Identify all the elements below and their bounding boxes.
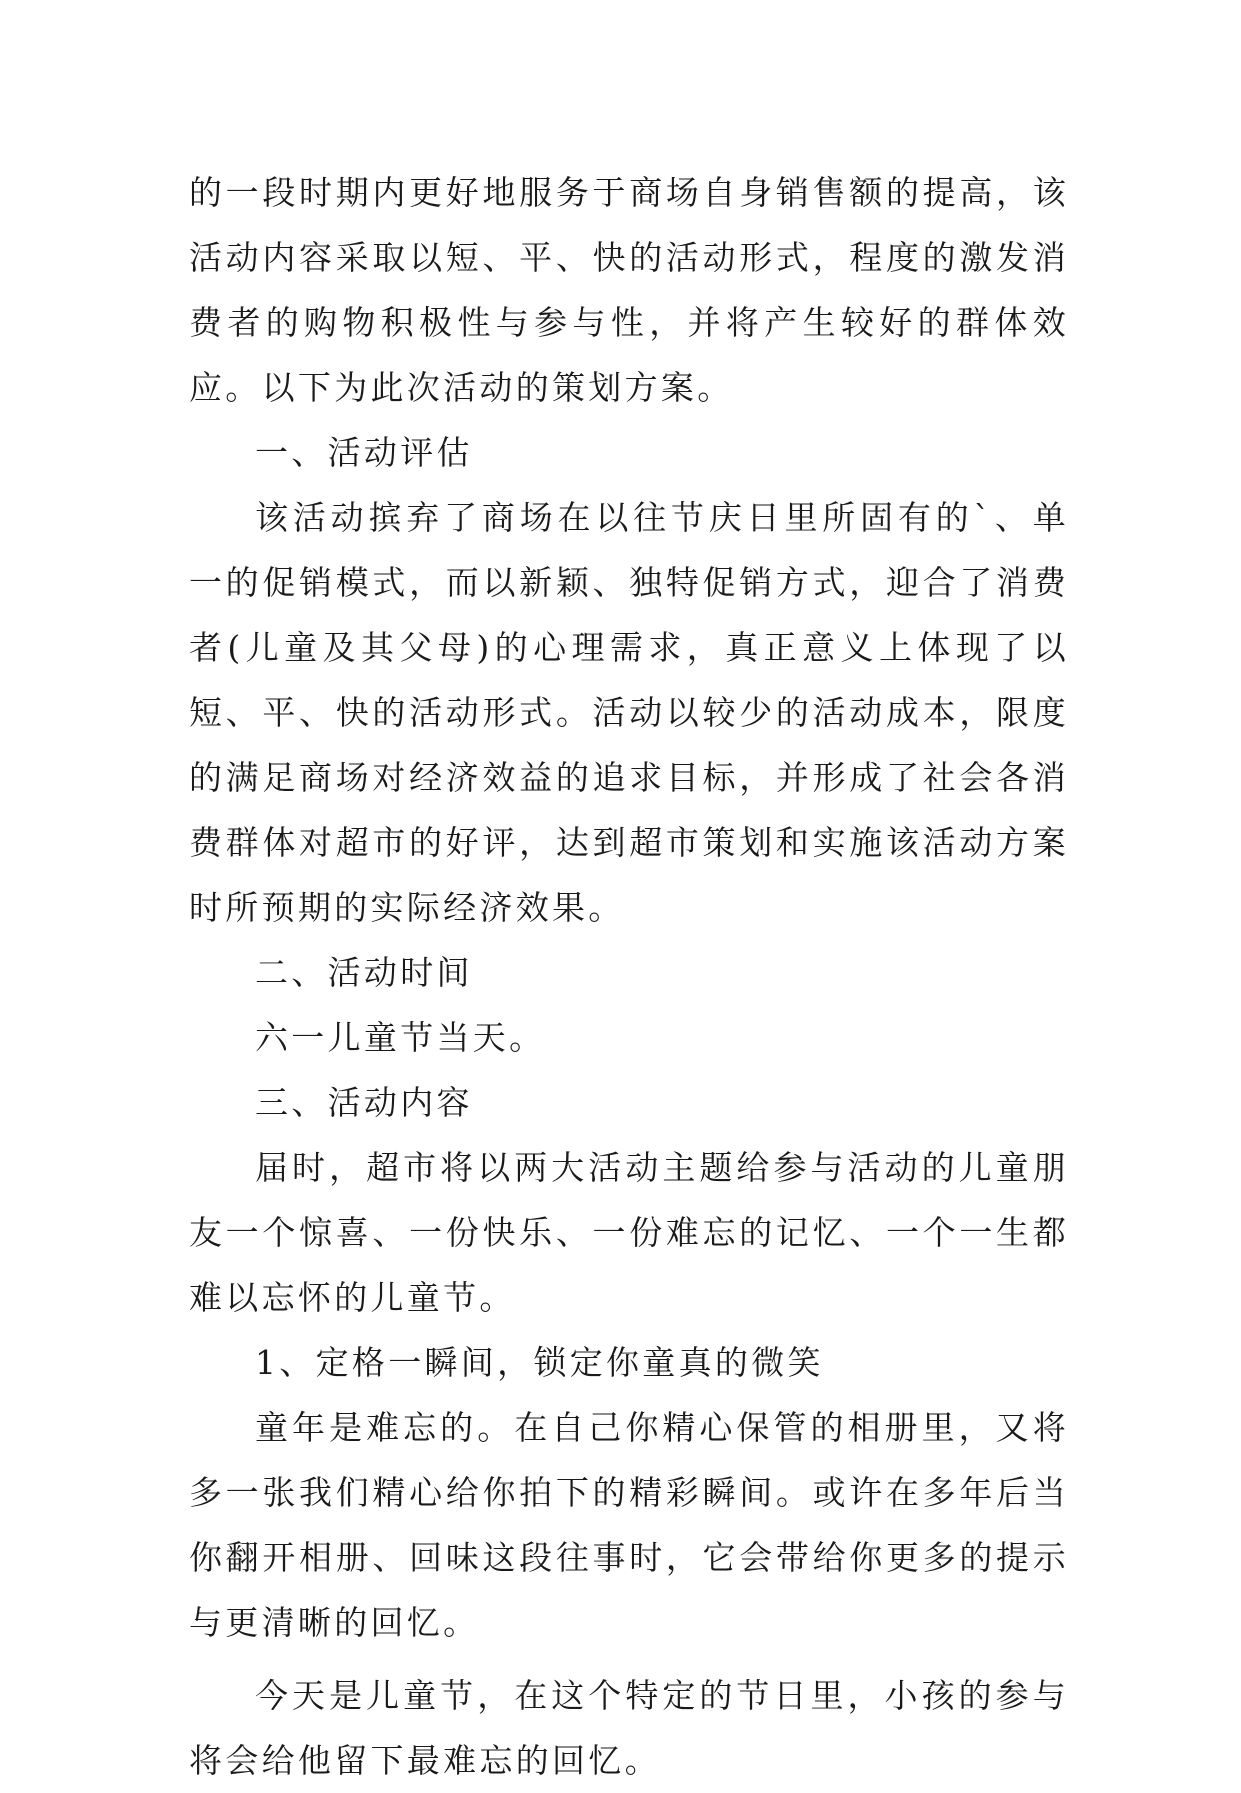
document-body bbox=[189, 160, 1069, 1793]
subsection-heading: 1、定格一瞬间，锁定你童真的微笑 bbox=[255, 1343, 824, 1382]
paragraph: 童年是难忘的。在自己你精心保管的相册里，又将多一张我们精心给你拍下的精彩瞬间。或许在多年后当你翻开相册、回味这段往事时，它会带给你更多的提示与更清晰的回忆。 bbox=[189, 1408, 1069, 1642]
paragraph: 该活动摈弃了商场在以往节庆日里所固有的`、单一的促销模式，而以新颖、独特促销方式，迎合了消费者(儿童及其父母)的心理需求，真正意义上体现了以短、平、快的活动形式。活动以较少的活动成本，限度的满足商场对经济效益的追求目标，并形成了社会各消费群体对超市的好评，达到超市策划和实施该活动方案时所预期的实际经济效果。 bbox=[189, 498, 1069, 927]
paragraph: 六一儿童节当天。 bbox=[255, 1018, 546, 1057]
section-heading-content: 三、活动内容 bbox=[255, 1083, 473, 1122]
paragraph: 届时，超市将以两大活动主题给参与活动的儿童朋友一个惊喜、一份快乐、一份难忘的记忆、一个一生都难以忘怀的儿童节。 bbox=[189, 1148, 1069, 1317]
paragraph: 今天是儿童节，在这个特定的节日里，小孩的参与将会给他留下最难忘的回忆。 bbox=[189, 1676, 1069, 1780]
section-heading-time: 二、活动时间 bbox=[255, 953, 473, 992]
section-heading-evaluation: 一、活动评估 bbox=[255, 433, 473, 472]
paragraph: 的一段时期内更好地服务于商场自身销售额的提高，该活动内容采取以短、平、快的活动形式，程度的激发消费者的购物积极性与参与性，并将产生较好的群体效应。以下为此次活动的策划方案。 bbox=[189, 173, 1069, 407]
